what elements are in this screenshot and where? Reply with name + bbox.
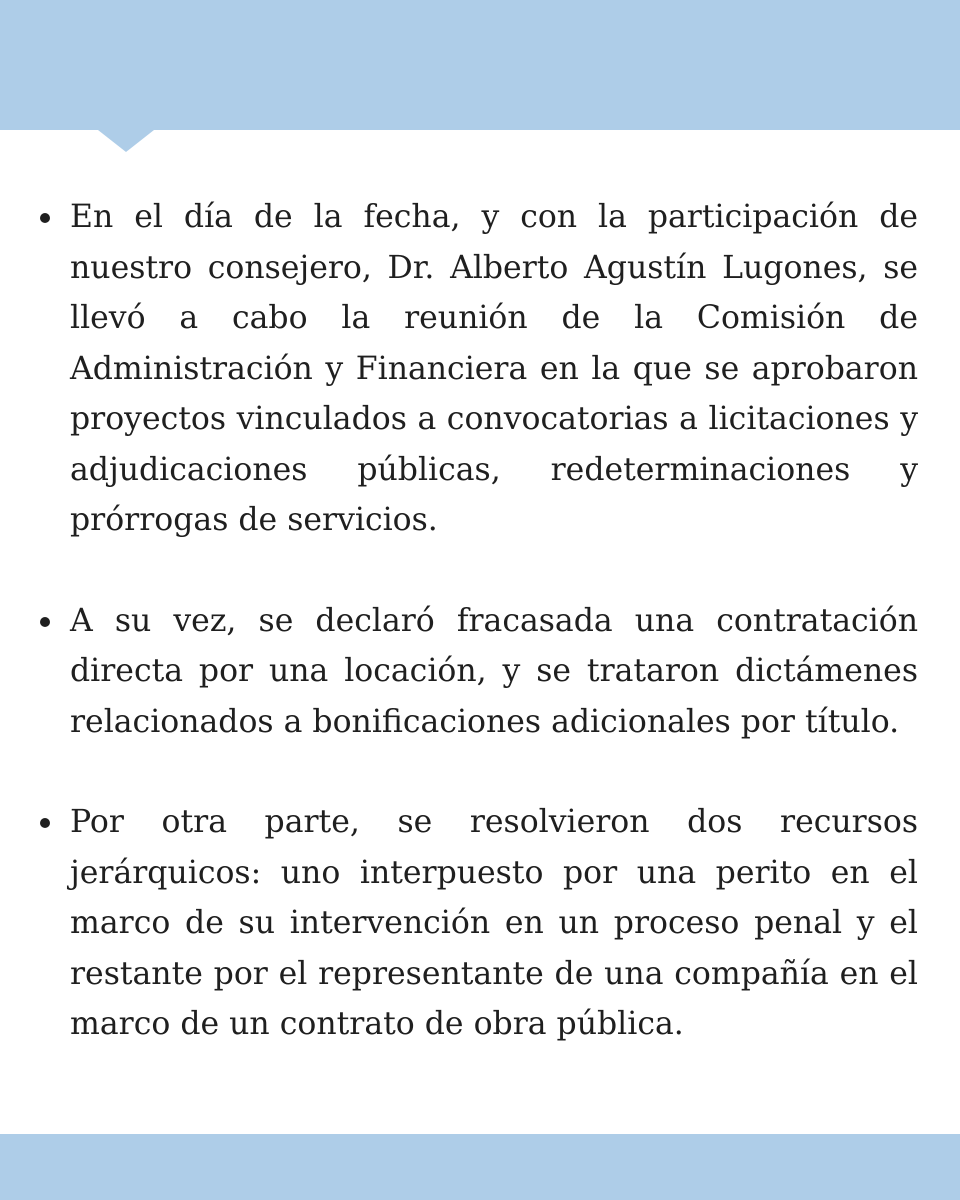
header-pointer-triangle: [98, 130, 154, 152]
bullet-dot-icon: [40, 617, 50, 627]
bullet-dot-icon: [40, 818, 50, 828]
bullet-text-1: En el día de la fecha, y con la participación de nuestro consejero, Dr. Alberto Agustín Lugones, se llevó a cabo la reunión de la Comisión de Administración y Financiera en la que se aprobaron proyectos vinculados a convocatorias a licitaciones y adjudicaciones públicas, redeterminaciones y prórrogas de servicios.: [70, 199, 918, 538]
bullet-list: [0, 192, 960, 1050]
bullet-item-2: [70, 596, 918, 748]
bullet-text-2: A su vez, se declaró fracasada una contratación directa por una locación, y se trataron dictámenes relacionados a bonificaciones adicionales por título.: [70, 602, 918, 740]
top-header-band: [0, 0, 960, 130]
bullet-text-3: Por otra parte, se resolvieron dos recursos jerárquicos: uno interpuesto por una perito en el marco de su intervención en un proceso penal y el restante por el representante de una compañía en el marco de un contrato de obra pública.: [70, 804, 918, 1042]
bullet-dot-icon: [40, 213, 50, 223]
bullet-item-1: [70, 192, 918, 546]
bullet-item-3: [70, 797, 918, 1050]
bottom-footer-band: [0, 1134, 960, 1200]
